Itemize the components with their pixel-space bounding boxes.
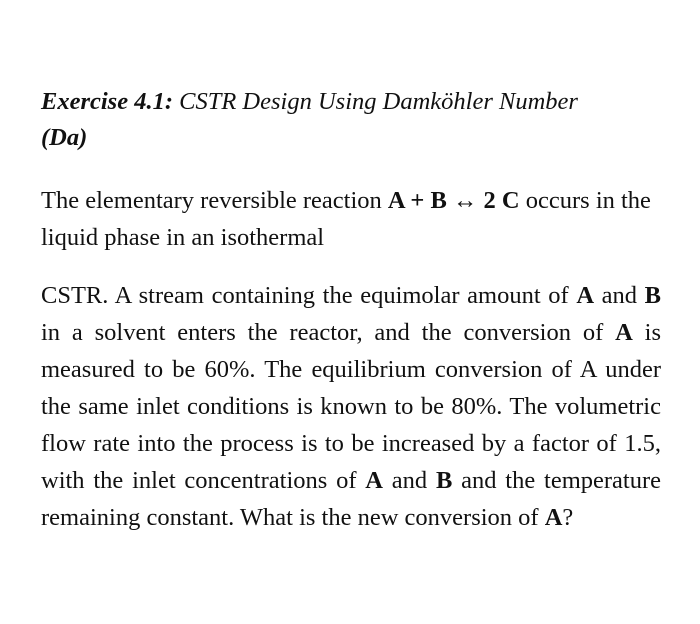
para2-text-5: and: [383, 467, 436, 494]
para2-text-6: and the temperature remaining constant. What is the new conversion of: [41, 467, 661, 531]
species-a: A: [576, 282, 595, 309]
reaction-equation: A + B ↔ 2 C: [387, 187, 520, 214]
species-a: A: [615, 319, 633, 346]
exercise-title-text: CSTR Design Using Damköhler Number: [173, 88, 578, 115]
para2-text-3: in a solvent enters the reactor, and the conversion of: [41, 319, 616, 346]
species-a: A: [365, 467, 383, 494]
species-b: B: [435, 467, 453, 494]
para2-text-2: and: [594, 282, 645, 309]
exercise-label: Exercise 4.1:: [41, 88, 173, 115]
para2-text-7: ?: [562, 504, 574, 531]
exercise-title-abbr: (Da): [41, 124, 88, 151]
species-a: A: [544, 504, 563, 531]
para1-text-2: occurs in the liquid phase in an isothermal: [41, 187, 651, 251]
para2-text-4: is measured to be 60%. The equilibrium conversion of A under the same inlet conditions is known to be 80%. The volumetric flow rate into the process is to be increased by a factor of 1.5, with the inlet concentrations of: [41, 319, 661, 494]
para2-text-1: CSTR. A stream containing the equimolar amount of: [41, 282, 577, 309]
exercise-title: [41, 84, 661, 156]
problem-paragraph-2: [41, 277, 661, 536]
para1-text-1: The elementary reversible reaction: [41, 187, 388, 214]
exercise-document: [41, 84, 661, 536]
species-b: B: [644, 282, 661, 309]
problem-paragraph-1: [41, 182, 661, 256]
